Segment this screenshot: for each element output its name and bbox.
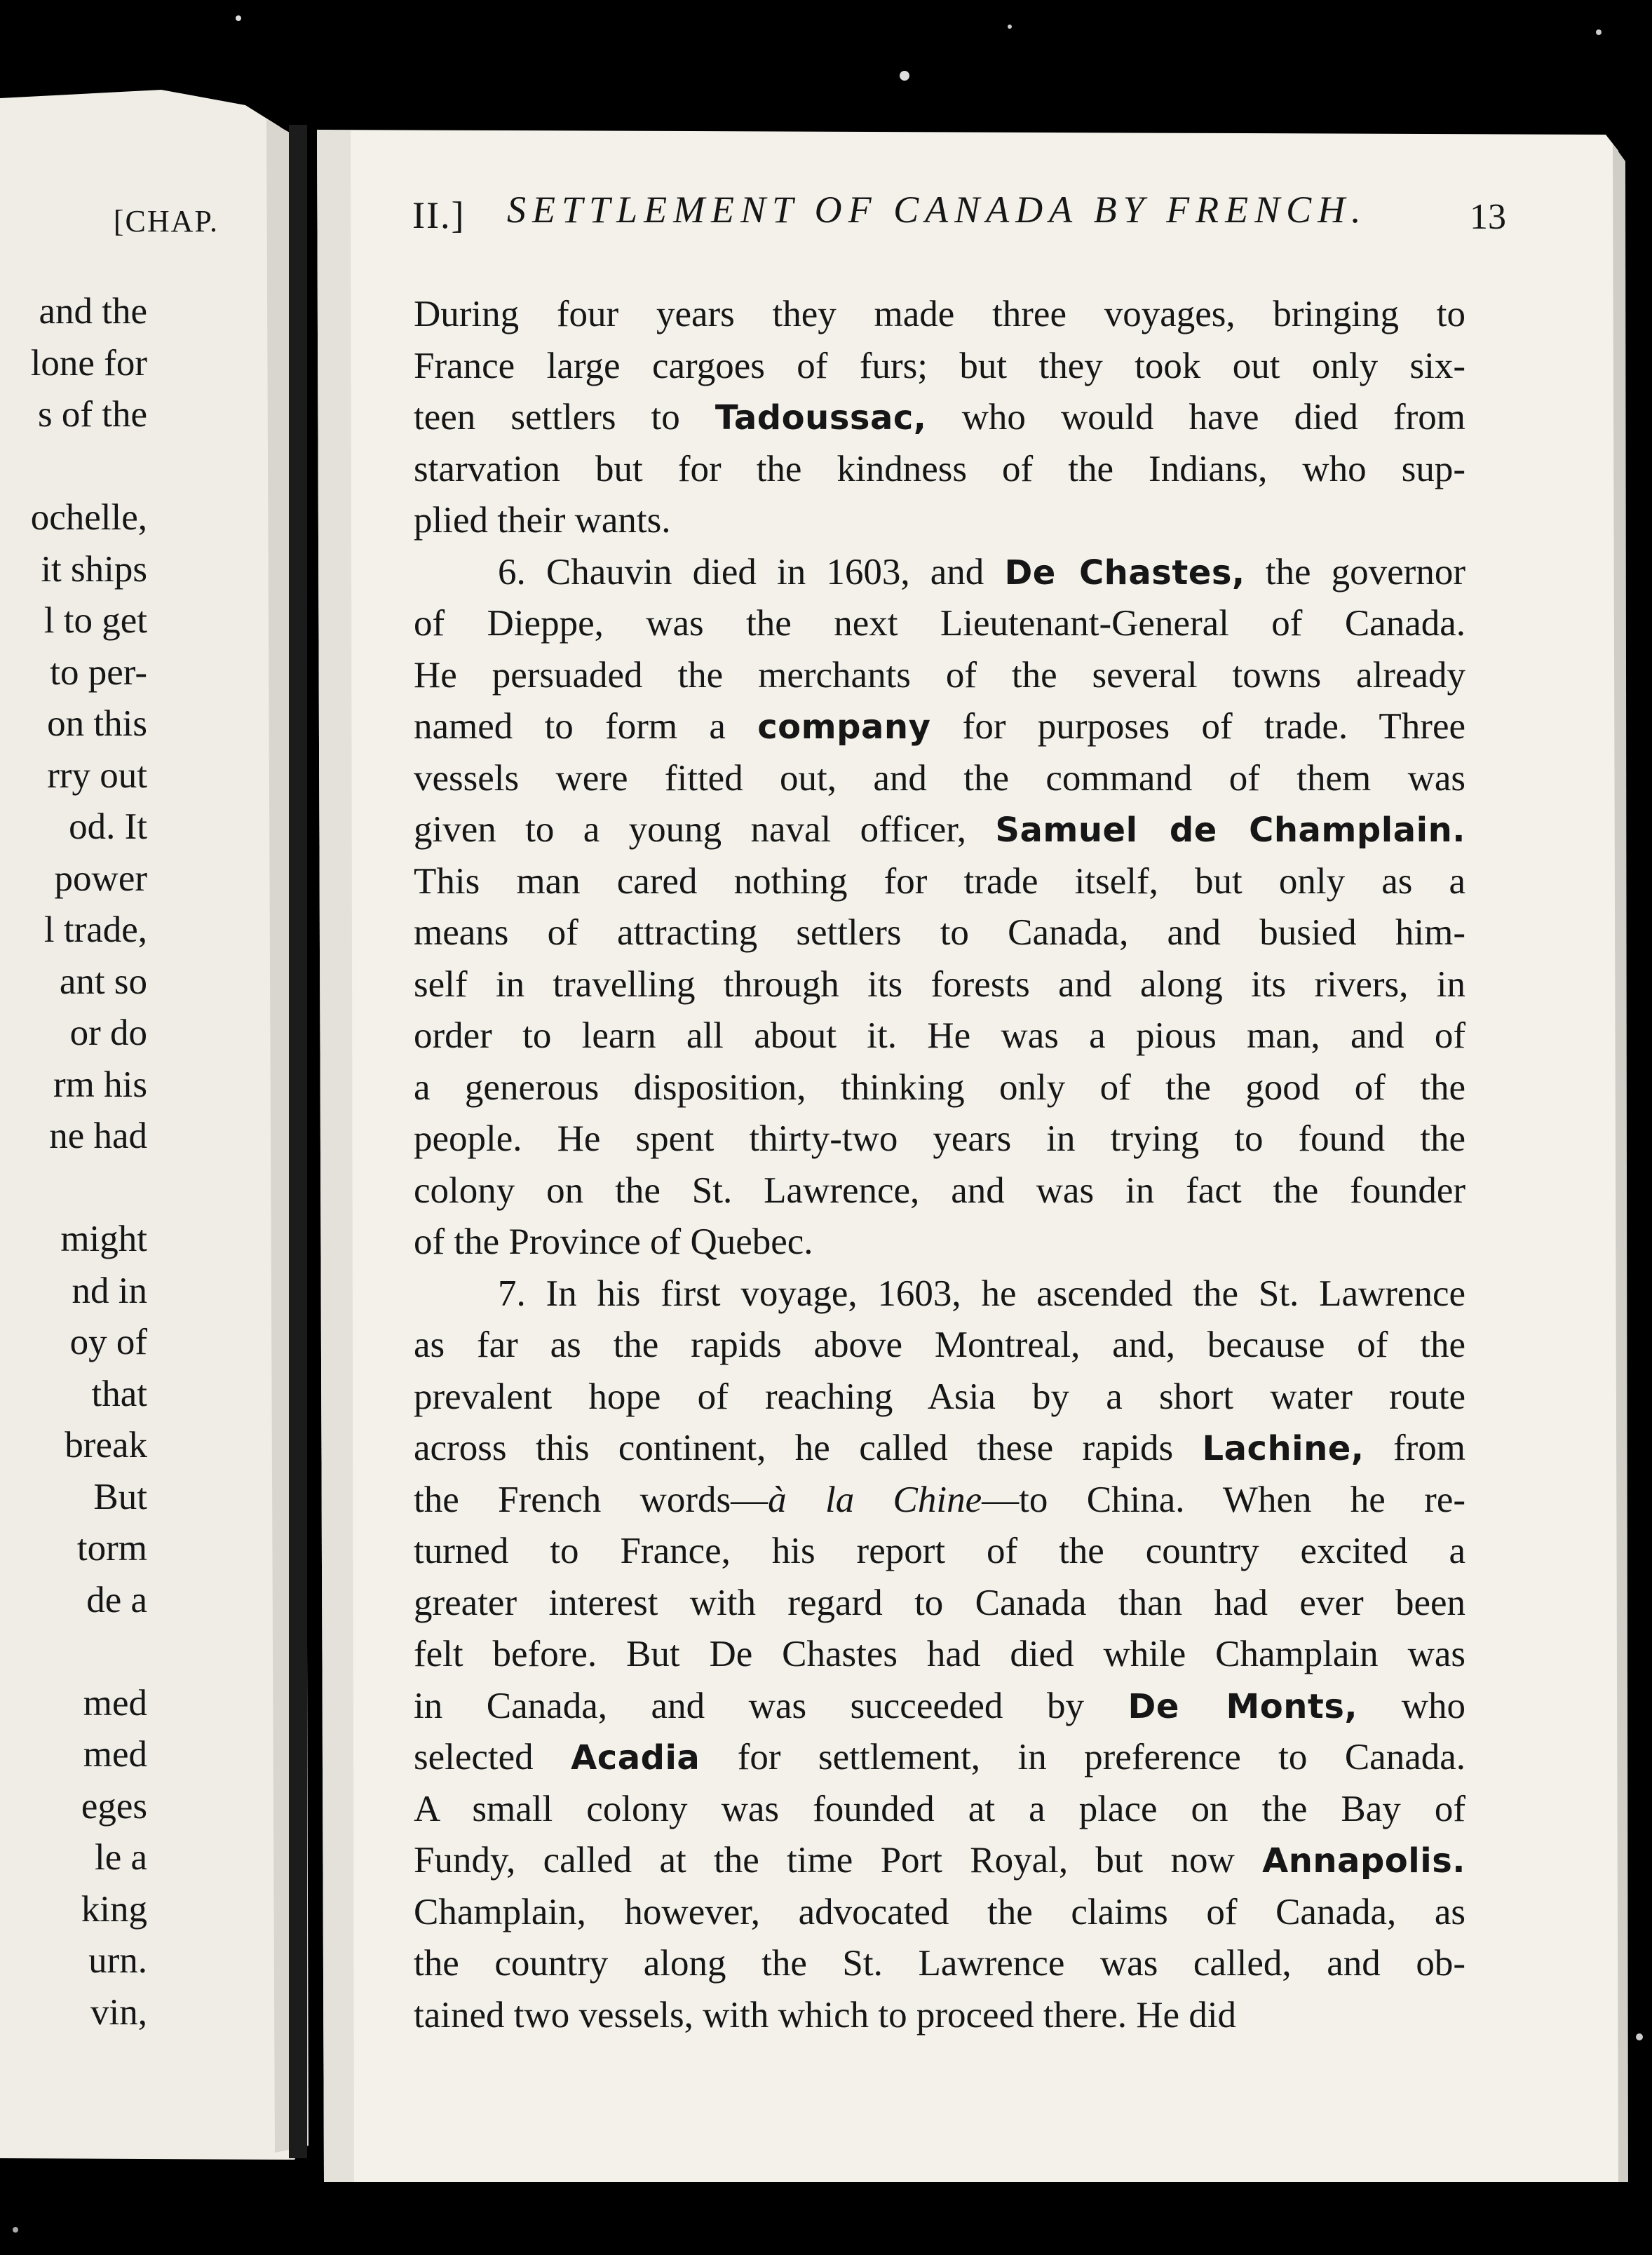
line-text: people. He spent thirty-two years in trying to found the (414, 1118, 1465, 1159)
text-line (414, 701, 1465, 753)
line-text: turned to France, his report of the country excited a (414, 1531, 1465, 1571)
left-page-line: urn. (88, 1940, 147, 1981)
left-page-line: s of the (37, 394, 147, 435)
left-page-line: power (54, 858, 147, 899)
left-page-line: le a (94, 1837, 147, 1878)
line-text: for settlement, in preference to Canada. (700, 1737, 1465, 1777)
left-page-header: [CHAP. (113, 204, 219, 238)
line-text: Fundy, called at the time Port Royal, but now (414, 1840, 1263, 1881)
text-line (414, 1732, 1465, 1784)
text-line (414, 1165, 1465, 1217)
emphasized-term: De Monts, (1128, 1686, 1358, 1726)
emphasized-term: Samuel de Champlain. (995, 811, 1465, 850)
italic-phrase: à la Chine (768, 1479, 982, 1520)
body-text (414, 289, 1465, 2041)
emphasized-term: company (757, 707, 931, 747)
line-text: as far as the rapids above Montreal, and, because of the (414, 1325, 1465, 1365)
line-text: for purposes of trade. Three (930, 706, 1465, 747)
text-line (414, 1578, 1465, 1630)
text-line (414, 341, 1465, 393)
text-line (414, 650, 1465, 702)
emphasized-term: Lachine, (1202, 1429, 1365, 1468)
running-header (412, 188, 1506, 244)
text-line (414, 1320, 1465, 1372)
line-text: greater interest with regard to Canada than had ever been (414, 1582, 1465, 1623)
line-text: from (1364, 1428, 1465, 1468)
left-page-line: nd in (72, 1270, 147, 1311)
left-page-line: med (83, 1734, 147, 1775)
text-line (414, 1423, 1465, 1475)
text-line (414, 856, 1465, 908)
line-text: of Dieppe, was the next Lieutenant-General of Canada. (414, 603, 1465, 644)
paragraph (414, 289, 1465, 547)
left-page-line: torm (76, 1528, 147, 1569)
left-page-line: od. It (69, 806, 147, 847)
left-page-line: eges (81, 1785, 147, 1827)
text-line (414, 598, 1465, 650)
emphasized-term: Annapolis. (1262, 1841, 1465, 1881)
text-line (414, 1990, 1465, 2042)
line-text: He persuaded the merchants of the several towns already (414, 654, 1465, 696)
text-line (414, 1062, 1465, 1114)
left-page-line: that (91, 1373, 147, 1414)
text-line (414, 1681, 1465, 1733)
line-text: During four years they made three voyages, bringing to (414, 294, 1465, 334)
left-page-line: lone for (30, 342, 147, 384)
left-page-line: break (65, 1425, 147, 1465)
line-text: —to China. When he re- (982, 1479, 1465, 1520)
line-text: prevalent hope of reaching Asia by a short water route (414, 1376, 1465, 1417)
paragraph (414, 1268, 1465, 2042)
emphasized-term: Tadoussac, (715, 398, 927, 438)
line-text: A small colony was founded at a place on the Bay of (414, 1788, 1465, 1829)
emphasized-term: De Chastes, (1004, 553, 1245, 592)
text-line (414, 1217, 1465, 1268)
text-line (414, 1629, 1465, 1681)
line-text: 6. Chauvin died in 1603, and (498, 551, 1005, 592)
left-page-line: ne had (49, 1116, 147, 1156)
left-page-text (31, 286, 147, 2038)
left-page-line: on this (47, 703, 147, 744)
text-line (414, 1784, 1465, 1836)
left-page-line: king (81, 1888, 147, 1930)
line-text: Champlain, however, advocated the claims of Canada, as (414, 1891, 1465, 1932)
left-page-line (31, 441, 147, 493)
line-text: the country along the St. Lawrence was called, and ob- (414, 1943, 1465, 1984)
text-line (414, 1835, 1465, 1887)
line-text: of the Province of Quebec. (414, 1221, 813, 1262)
text-line (414, 392, 1465, 444)
line-text: tained two vessels, with which to proceed there. He did (414, 1994, 1237, 2036)
left-page-line (31, 1626, 147, 1678)
page-number: 13 (1470, 197, 1506, 237)
left-page-line: But (93, 1476, 147, 1517)
line-text: the governor (1245, 551, 1465, 592)
line-text: who (1358, 1685, 1465, 1726)
line-text: teen settlers to (414, 397, 715, 438)
line-text: selected (414, 1737, 571, 1777)
chapter-marker: II.] (412, 194, 466, 236)
left-page-line: ochelle, (30, 497, 147, 538)
line-text: in Canada, and was succeeded by (414, 1685, 1128, 1726)
line-text: plied their wants. (414, 500, 671, 541)
left-page-line: oy of (69, 1322, 147, 1362)
left-page-line: rry out (47, 754, 147, 796)
text-line (414, 1372, 1465, 1423)
line-text: self in travelling through its forests and along its rivers, in (414, 963, 1465, 1005)
text-line (414, 1113, 1465, 1165)
text-line (414, 1938, 1465, 1990)
line-text: given to a young naval officer, (414, 809, 996, 850)
line-text: named to form a (414, 706, 758, 747)
left-page-line: de a (86, 1579, 147, 1620)
text-line (414, 753, 1465, 805)
left-page-line: to per- (50, 651, 147, 693)
emphasized-term: Acadia (571, 1738, 700, 1777)
facing-page-left (0, 98, 294, 2160)
left-page-line: might (60, 1219, 147, 1259)
text-line (414, 1010, 1465, 1062)
line-text: means of attracting settlers to Canada, and busied him- (414, 912, 1465, 953)
line-text: This man cared nothing for trade itself, but only as a (414, 860, 1465, 902)
line-text: across this continent, he called these rapids (414, 1428, 1203, 1468)
left-page-line (31, 1163, 147, 1214)
line-text: who would have died from (926, 397, 1465, 438)
line-text: starvation but for the kindness of the Indians, who sup- (414, 448, 1465, 489)
text-line (414, 804, 1465, 856)
text-line (414, 959, 1465, 1011)
line-text: felt before. But De Chastes had died while Champlain was (414, 1634, 1465, 1674)
line-text: France large cargoes of furs; but they took out only six- (414, 345, 1465, 386)
left-page-line: l to get (43, 600, 147, 641)
text-line (414, 547, 1465, 599)
left-page-line: vin, (90, 1991, 147, 2033)
text-line (414, 1887, 1465, 1939)
text-line (414, 289, 1465, 341)
left-page-line: rm his (53, 1064, 147, 1105)
line-text: vessels were fitted out, and the command of them was (414, 757, 1465, 799)
left-page-line: ant so (59, 961, 147, 1002)
paragraph (414, 547, 1465, 1268)
left-page-line: or do (69, 1013, 147, 1053)
text-line (414, 1268, 1465, 1320)
left-page-line: and the (39, 291, 147, 332)
running-title: SETTLEMENT OF CANADA BY FRENCH. (507, 189, 1367, 231)
line-text: colony on the St. Lawrence, and was in fact the founder (414, 1170, 1465, 1211)
line-text: 7. In his first voyage, 1603, he ascended the St. Lawrence (498, 1273, 1465, 1314)
text-line (414, 1526, 1465, 1578)
text-line (414, 444, 1465, 496)
line-text: order to learn all about it. He was a pious man, and of (414, 1015, 1465, 1056)
text-line (414, 907, 1465, 959)
book-page (309, 133, 1613, 2181)
left-page-line: l trade, (43, 909, 147, 950)
left-page-line: med (83, 1682, 147, 1724)
text-line (414, 495, 1465, 547)
line-text: the French words— (414, 1479, 769, 1520)
line-text: a generous disposition, thinking only of the good of the (414, 1066, 1465, 1108)
text-line (414, 1475, 1465, 1526)
left-page-line: it ships (41, 548, 147, 590)
